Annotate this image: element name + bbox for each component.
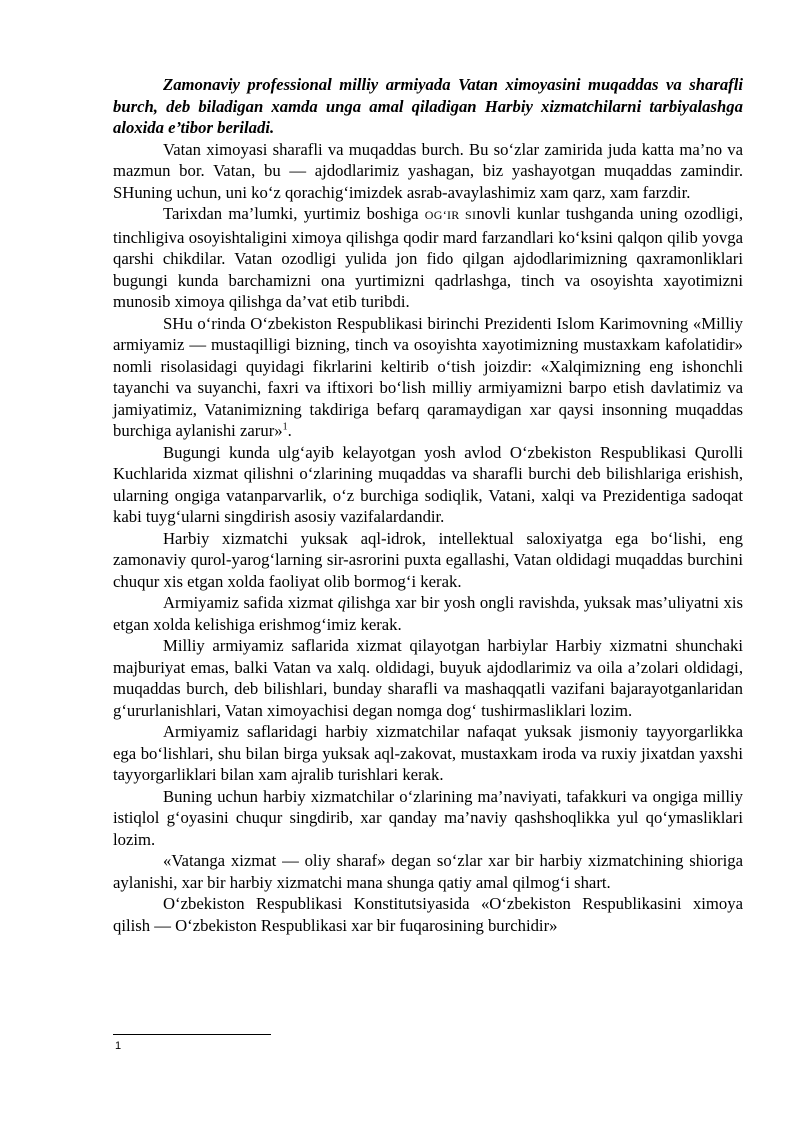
text-run: Armiyamiz safida xizmat <box>163 593 338 612</box>
paragraph <box>113 313 743 442</box>
text-run: ilishga xar bir yosh ongli ravishda, yuksak mas’uliyatni xis etgan xolda kelishiga erishmog‘imiz kerak. <box>113 593 743 634</box>
footnote-separator <box>113 1034 271 1035</box>
paragraph <box>113 592 743 635</box>
paragraph: Harbiy xizmatchi yuksak aql-idrok, intellektual saloxiyatga ega bo‘lishi, eng zamonaviy qurol-yarog‘larning sir-asrorini puxta egallashi, Vatan oldidagi muqaddas burchini chuqur xis etgan xolda faoliyat olib bormog‘i kerak. <box>113 528 743 591</box>
paragraph: Armiyamiz saflaridagi harbiy xizmatchilar nafaqat yuksak jismoniy tayyorgarlikka ega bo‘lishlari, shu bilan birga yuksak aql-zakovat, mustaxkam iroda va ruxiy jixatdan yaxshi tayyorgarliklari bilan xam ajralib turishlari kerak. <box>113 722 743 784</box>
small-caps-text: OG‘IR SI <box>424 208 477 222</box>
text-run: . <box>287 421 292 440</box>
paragraph: Bugungi kunda ulg‘ayib kelayotgan yosh avlod O‘zbekiston Respublikasi Qurolli Kuchlarida xizmat qilishni o‘zlarining muqaddas va sharafli burchi deb bilishlariga erishish, ularning ongiga vatanparvarlik, o‘z burchiga sodiqlik, Vatani, xalqi va Prezidentiga sadoqat kabi tuyg‘ularni singdirish asosiy vazifalardandir. <box>113 442 743 526</box>
paragraph: Vatan ximoyasi sharafli va muqaddas burch. Bu so‘zlar zamirida juda katta ma’no va mazmun bor. Vatan, bu — ajdodlarimiz yashagan, biz yashayotgan muqaddas zamindir. SHuning uchun, uni ko‘z qorachig‘imizdek asrab-avaylashimiz xam qarz, xam farzdir. <box>113 139 743 202</box>
paragraph <box>113 203 743 313</box>
paragraph: Buning uchun harbiy xizmatchilar o‘zlarining ma’naviyati, tafakkuri va ongiga milliy istiqlol g‘oyasini chuqur singdirib, xar qanday ma’naviy qashshoqlikka yul qo‘ymasliklari lozim. <box>113 786 743 849</box>
italic-text: q <box>337 593 347 612</box>
paragraph: «Vatanga xizmat — oliy sharaf» degan so‘zlar xar bir harbiy xizmatchining shioriga aylanishi, xar bir harbiy xizmatchi mana shunga qatiy amal qilmog‘i shart. <box>113 851 743 892</box>
text-run: Tarixdan ma’lumki, yurtimiz boshiga <box>163 204 425 223</box>
lead-paragraph: Zamonaviy professional milliy armiyada Vatan ximoyasini muqaddas va sharafli burch, deb biladigan xamda unga amal qiladigan Harbiy xizmatchilarni tarbiyalashga aloxida e’tibor beriladi. <box>113 75 743 137</box>
footnote-number: 1 <box>115 1040 122 1052</box>
footnote-reference[interactable]: 1 <box>282 421 288 433</box>
paragraph: O‘zbekiston Respublikasi Konstitutsiyasida «O‘zbekiston Respublikasini ximoya qilish — O‘zbekiston Respublikasi xar bir fuqarosining burchidir» <box>113 894 743 935</box>
document-body <box>113 74 743 936</box>
paragraph: Milliy armiyamiz saflarida xizmat qilayotgan harbiylar Harbiy xizmatni shunchaki majburiyat emas, balki Vatan va xalq. oldidagi, buyuk ajdodlarimiz va oila a’zolari oldidagi, muqaddas burch, deb bilishlari, bunday sharafli va mashaqqatli vazifani bajarayotganlaridan g‘ururlanishlari, Vatan ximoyachisi degan nomga dog‘ tushirmasliklari lozim. <box>113 636 743 720</box>
text-run: novli kunlar tushganda uning ozodligi, tinchligiva osoyishtaligini ximoya qilishga qodir mard farzandlari ko‘ksini qalqon qilib yovga qarshi chikdilar. Vatan ozodligi yulida jon fido qilgan ajdodlarimizning qaxramonliklari bugungi kunda barchamizni ona yurtimizni qadrlashga, tinch va osoyishta xayotimizni munosib ximoya qilishga da’vat etib turibdi. <box>113 204 743 311</box>
text-run: SHu o‘rinda O‘zbekiston Respublikasi birinchi Prezidenti Islom Karimovning «Milliy armiyamiz — mustaqilligi bizning, tinch va osoyishta xayotimizning mustaxkam kafolatidir» nomli risolasidagi quyidagi fikrlarini keltirib o‘tish joizdir: «Xalqimizning eng ishonchli tayanchi va suyanchi, faxri va iftixori bo‘lish milliy armiyamizni barpo etish davlatimiz va jamiyatimiz, Vatanimizning takdiriga befarq qaramaydigan xar qaysi insonning muqaddas burchiga aylanishi zarur» <box>113 313 743 440</box>
